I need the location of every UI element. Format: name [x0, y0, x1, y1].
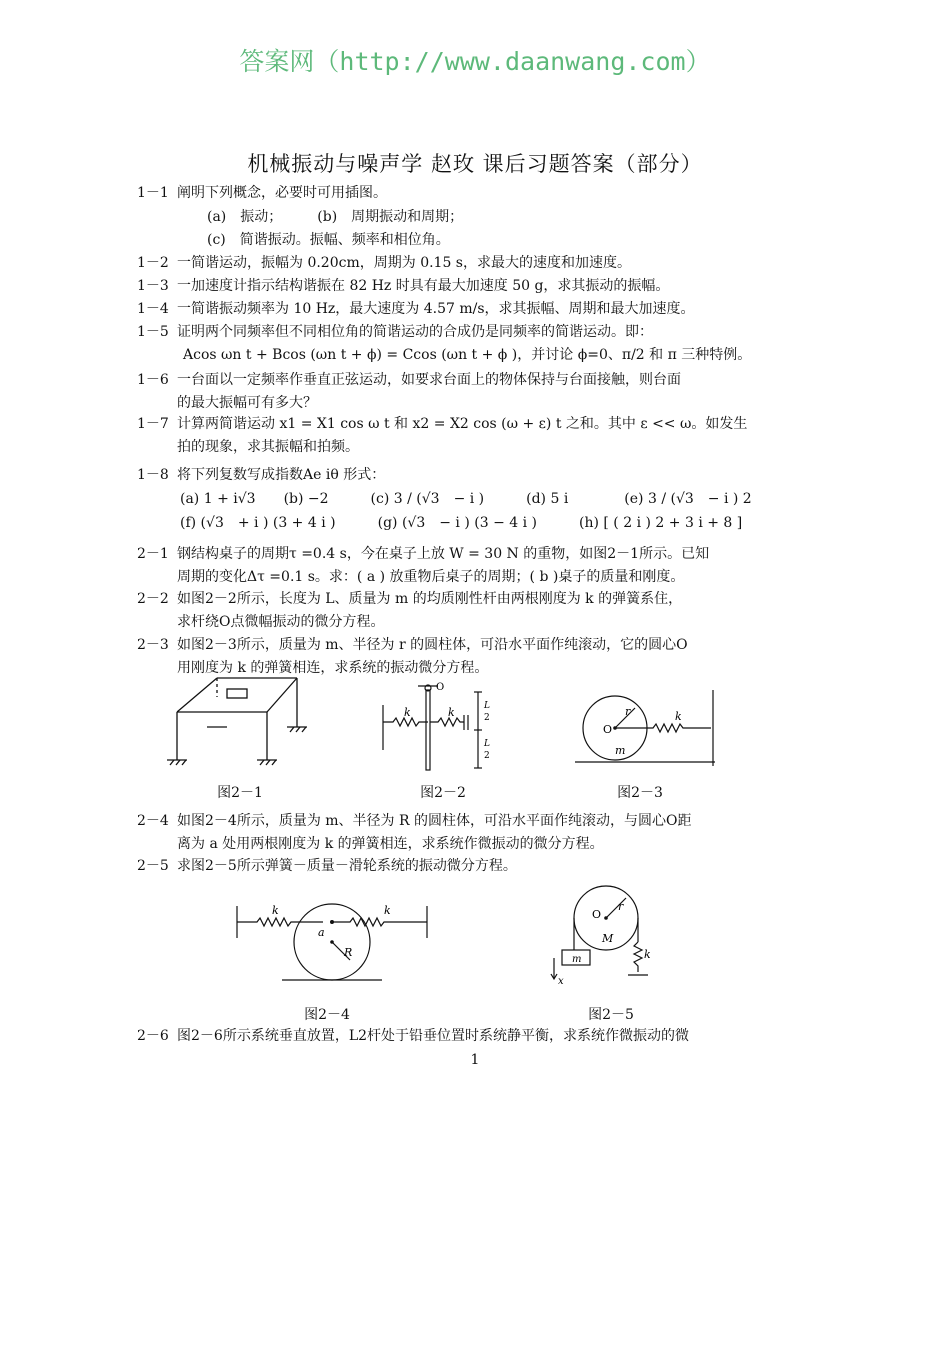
fig25-label-m: m	[572, 954, 582, 965]
page-number: 1	[470, 1052, 480, 1068]
problem-text: 用刚度为 k 的弹簧相连，求系统的振动微分方程。	[177, 660, 489, 676]
problem-number: 1－6	[137, 372, 169, 388]
figure-2-1	[162, 672, 307, 772]
caption-fig-2-5: 图2－5	[588, 1007, 634, 1023]
problem-line	[137, 466, 385, 484]
fig22-label-22: 2	[484, 751, 490, 761]
problem-text: 一简谐运动，振幅为 0.20cm，周期为 0.15 s，求最大的速度和加速度。	[177, 255, 631, 271]
problem-line	[137, 812, 691, 830]
caption-fig-2-2: 图2－2	[420, 785, 466, 801]
fig23-label-m: m	[615, 744, 626, 757]
problem-line	[177, 613, 384, 631]
problem-line	[177, 394, 317, 412]
problem-line	[137, 636, 688, 654]
caption-fig-2-4: 图2－4	[304, 1007, 350, 1023]
fig24-label-k2: k	[384, 904, 391, 917]
site-header: 答案网（http://www.daanwang.com）	[239, 47, 711, 76]
problem-number: 2－6	[137, 1028, 169, 1044]
problem-line	[177, 835, 604, 853]
problem-number: 2－4	[137, 813, 169, 829]
problem-text: 一台面以一定频率作垂直正弦运动，如要求台面上的物体保持与台面接触，则台面	[177, 372, 681, 388]
problem-line	[137, 277, 669, 295]
problem-number: 1－8	[137, 467, 169, 483]
fig25-label-M: M	[602, 932, 614, 945]
problem-line	[137, 254, 631, 272]
fig24-label-R: R	[344, 946, 353, 959]
fig22-label-k2: k	[448, 706, 455, 719]
problem-text: 图2－6所示系统垂直放置，L2杆处于铅垂位置时系统静平衡，求系统作微振动的微	[177, 1028, 690, 1044]
problem-text: 拍的现象，求其振幅和拍频。	[177, 439, 359, 455]
problem-number: 1－3	[137, 278, 169, 294]
fig22-label-k1: k	[404, 706, 411, 719]
problem-text: 周期的变化Δτ =0.1 s。求：( a ) 放重物后桌子的周期；( b )桌子的质量和刚度。	[177, 569, 685, 585]
problem-line	[137, 545, 709, 563]
fig25-label-x: x	[558, 976, 564, 987]
fig25-label-O: O	[592, 908, 602, 921]
fig22-label-L2: L	[484, 739, 490, 749]
problem-text: (c) 简谐振动。振幅、频率和相位角。	[207, 232, 450, 248]
problem-line	[137, 323, 653, 341]
problem-line	[137, 300, 695, 318]
problem-text: 阐明下列概念，必要时可用插图。	[177, 185, 387, 201]
fig25-label-k: k	[644, 948, 651, 961]
problem-number: 2－1	[137, 546, 169, 562]
figure-2-5	[548, 880, 668, 988]
problem-text: 的最大振幅可有多大？	[177, 395, 317, 411]
problem-line	[137, 415, 747, 433]
problem-text: 求图2－5所示弹簧－质量－滑轮系统的振动微分方程。	[177, 858, 517, 874]
figure-2-3	[575, 688, 730, 776]
problem-number: 1－4	[137, 301, 169, 317]
problem-text: (a) 1 + i√3 (b) −2 (c) 3 / (√3 − i ) (d) 5 i (e) 3 / (√3 − i ) 2	[180, 491, 752, 507]
fig25-label-r: r	[618, 900, 624, 913]
problem-text: 求杆绕O点微幅振动的微分方程。	[177, 614, 385, 630]
caption-fig-2-1: 图2－1	[217, 785, 263, 801]
problem-text: 将下列复数写成指数Ae iθ 形式：	[177, 467, 386, 483]
fig24-label-a: a	[318, 926, 325, 939]
problem-text: 计算两简谐运动 x1 = X1 cos ω t 和 x2 = X2 cos (ω + ε) t 之和。其中 ε << ω。如发生	[177, 416, 748, 432]
problem-text: (a) 振动； (b) 周期振动和周期；	[207, 209, 464, 225]
problem-text: (f) (√3 + i ) (3 + 4 i ) (g) (√3 − i ) (3 − 4 i ) (h) [ ( 2 i ) 2 + 3 i + 8 ]	[180, 515, 743, 531]
figure-2-4	[232, 898, 432, 986]
problem-line	[137, 371, 681, 389]
fig23-label-O: O	[603, 723, 613, 736]
problem-line	[177, 438, 359, 456]
fig23-label-r: r	[625, 705, 631, 718]
figure-2-2	[378, 680, 508, 780]
problem-line	[180, 490, 752, 508]
problem-text: 如图2－2所示，长度为 L、质量为 m 的均质刚性杆由两根刚度为 k 的弹簧系住，	[177, 591, 683, 607]
problem-number: 2－5	[137, 858, 169, 874]
problem-text: 证明两个同频率但不同相位角的简谐运动的合成仍是同频率的简谐运动。即：	[177, 324, 653, 340]
problem-line	[183, 346, 751, 364]
problem-number: 1－1	[137, 185, 169, 201]
fig22-label-21: 2	[484, 713, 490, 723]
fig22-label-L1: L	[484, 701, 490, 711]
problem-number: 2－3	[137, 637, 169, 653]
problem-line	[207, 208, 463, 226]
problem-text: 如图2－4所示，质量为 m、半径为 R 的圆柱体，可沿水平面作纯滚动，与圆心O距	[177, 813, 692, 829]
problem-line	[137, 184, 387, 202]
problem-number: 1－5	[137, 324, 169, 340]
problem-number: 1－2	[137, 255, 169, 271]
problem-line	[137, 590, 682, 608]
problem-line	[180, 514, 742, 532]
problem-text: 一加速度计指示结构谐振在 82 Hz 时具有最大加速度 50 g，求其振动的振幅。	[177, 278, 670, 294]
problem-number: 2－2	[137, 591, 169, 607]
problem-line	[207, 231, 450, 249]
problem-text: 一简谐振动频率为 10 Hz，最大速度为 4.57 m/s，求其振幅、周期和最大加速度。	[177, 301, 695, 317]
fig22-label-O: O	[436, 682, 445, 693]
caption-fig-2-3: 图2－3	[617, 785, 663, 801]
problem-text: Acos ωn t + Bcos (ωn t + ϕ) = Ccos (ωn t + ϕ )，并讨论 ϕ=0、π/2 和 π 三种特例。	[183, 347, 752, 363]
problem-text: 如图2－3所示，质量为 m、半径为 r 的圆柱体，可沿水平面作纯滚动，它的圆心O	[177, 637, 688, 653]
page-title: 机械振动与噪声学 赵玫 课后习题答案（部分）	[247, 152, 703, 176]
problem-text: 离为 a 处用两根刚度为 k 的弹簧相连，求系统作微振动的微分方程。	[177, 836, 604, 852]
problem-line	[177, 568, 684, 586]
fig23-label-k: k	[675, 710, 682, 723]
problem-text: 钢结构桌子的周期τ =0.4 s，今在桌子上放 W = 30 N 的重物，如图2－1所示。已知	[177, 546, 710, 562]
problem-line	[137, 1027, 689, 1045]
problem-line	[137, 857, 517, 875]
problem-number: 1－7	[137, 416, 169, 432]
fig24-label-k1: k	[272, 904, 279, 917]
